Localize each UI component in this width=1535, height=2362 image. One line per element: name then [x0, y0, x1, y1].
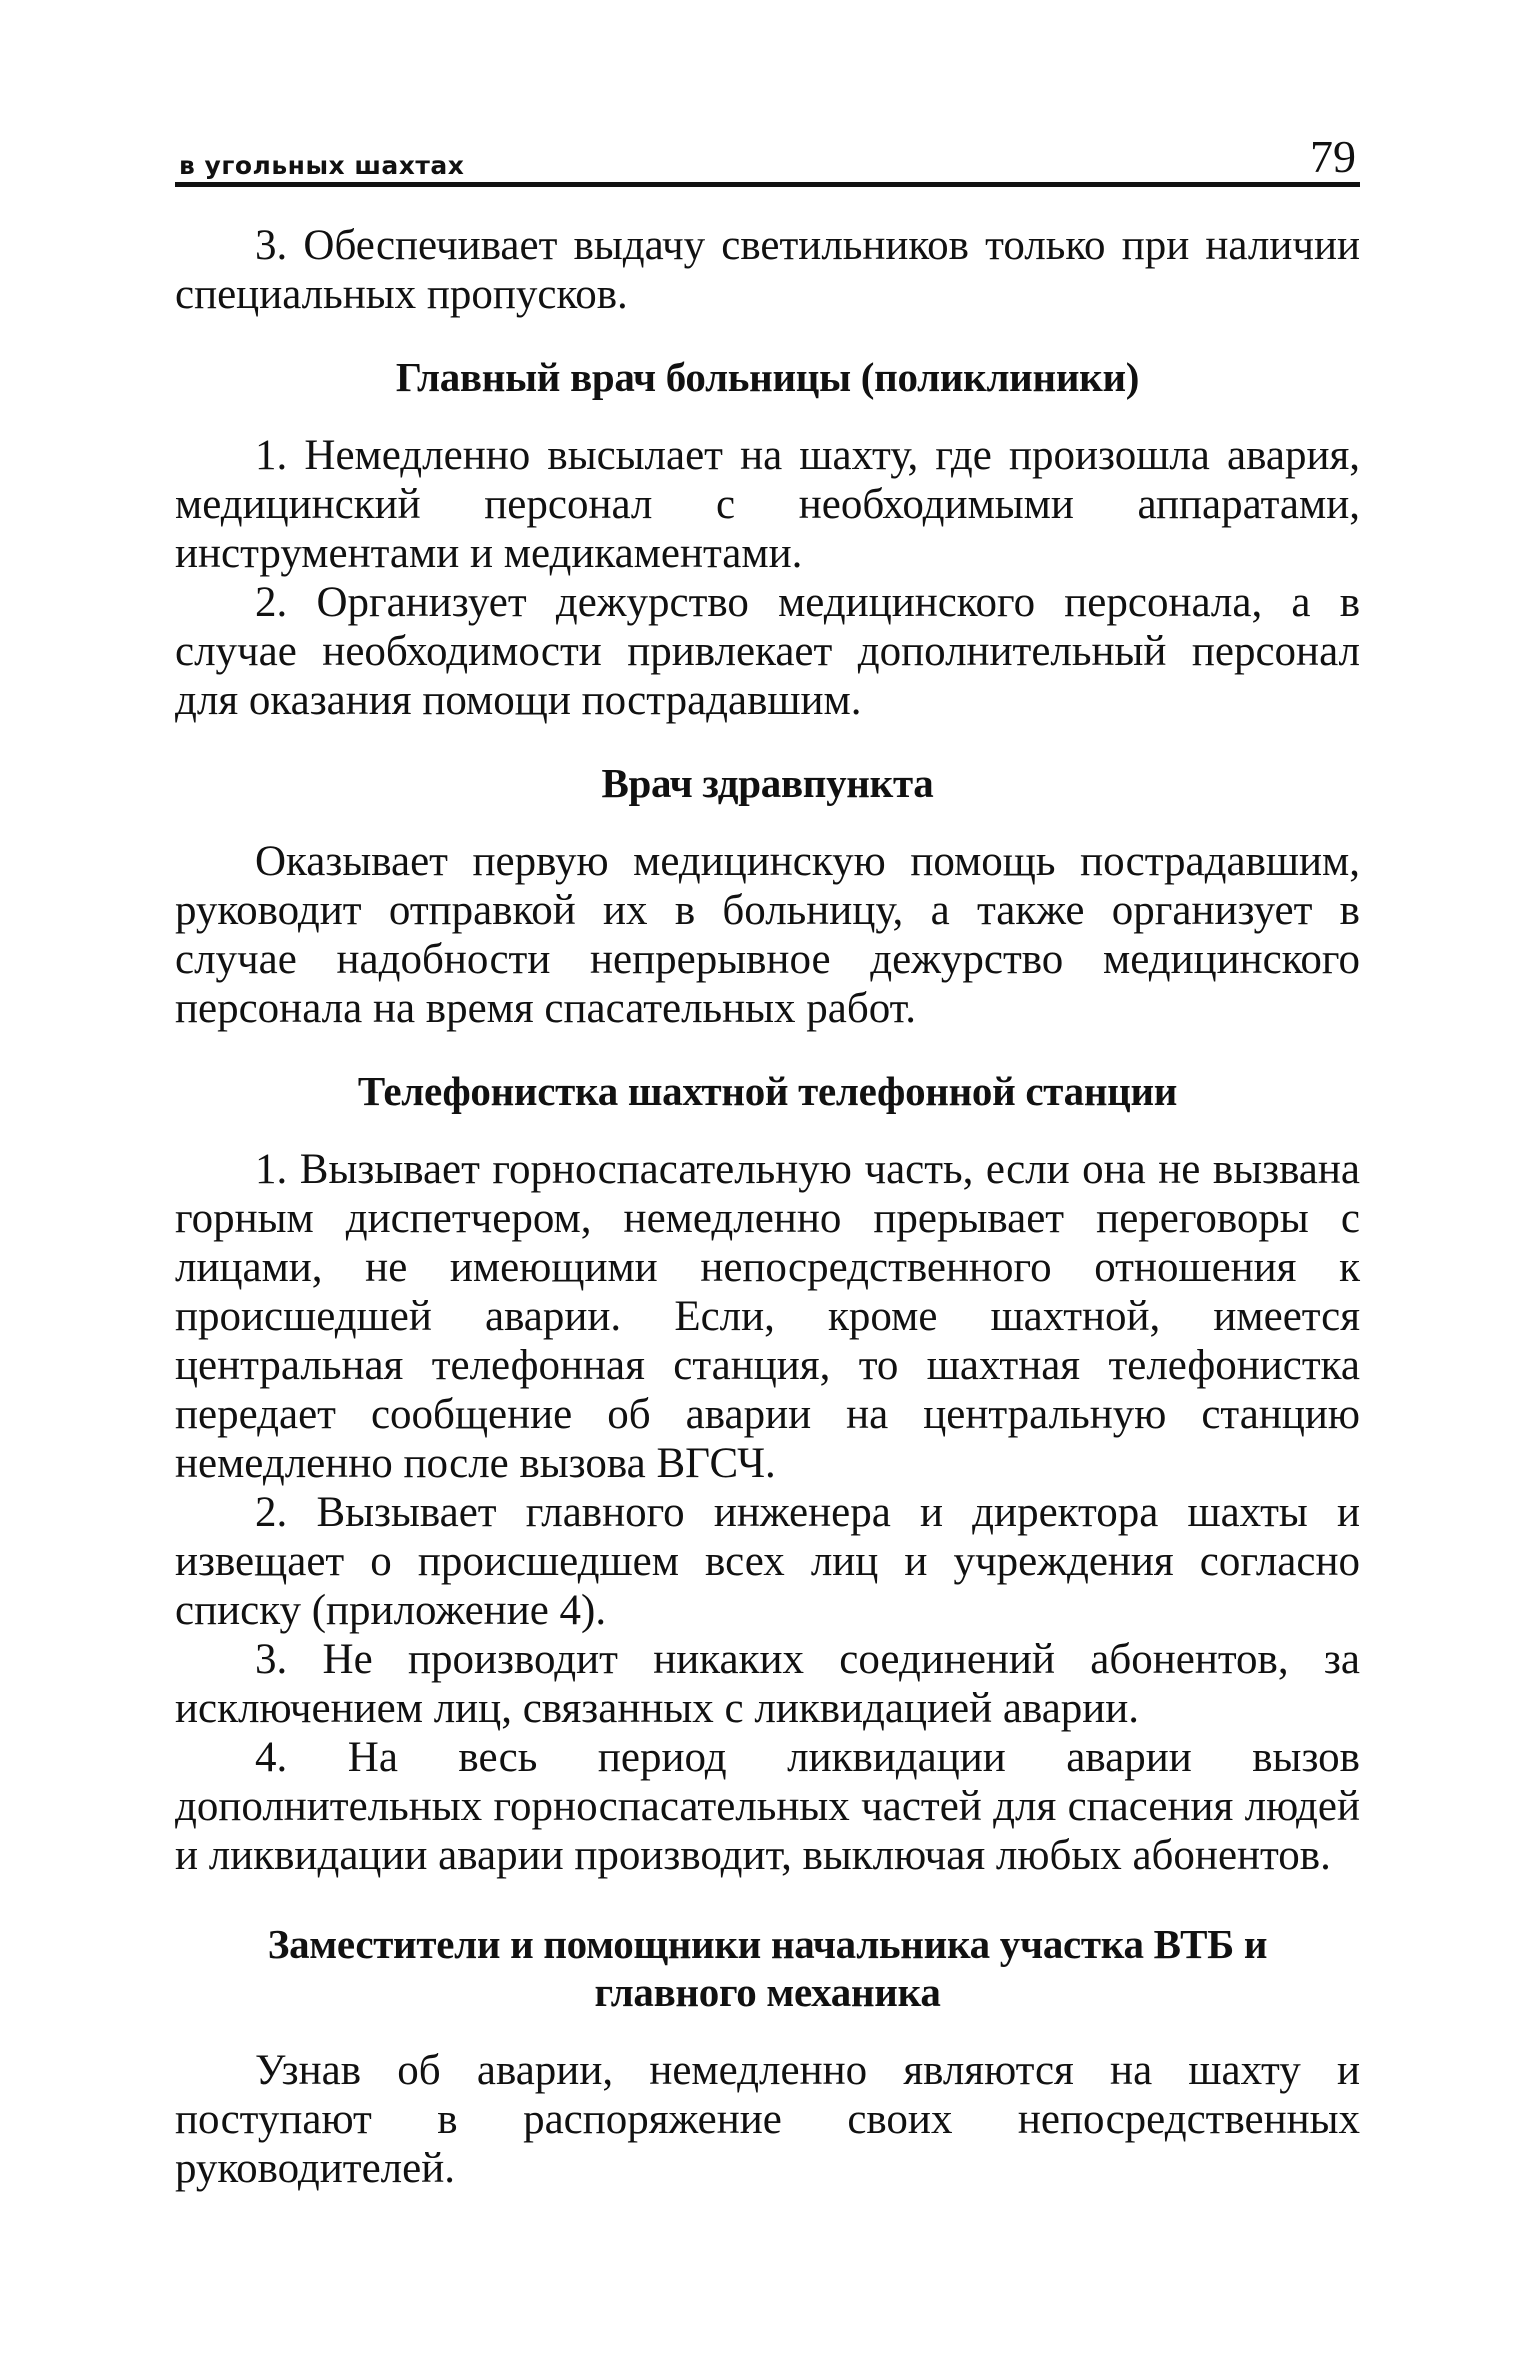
paragraph-operator-item-4: 4. На весь период ликвидации аварии вызов дополнительных горноспасательных частей для спасения людей и ликвидации аварии производит, выключая любых абонентов. [175, 1734, 1360, 1879]
heading-telephone-operator: Телефонистка шахтной телефонной станции [357, 1068, 1178, 1114]
running-header [175, 128, 1360, 187]
paragraph-health-post: Оказывает первую медицинскую помощь пострадавшим, руководит отправкой их в больницу, а также организует в случае надобности непрерывное дежурство медицинского персонала на время спасательных работ. [175, 838, 1360, 1032]
paragraph-chief-doctor-item-2: 2. Организует дежурство медицинского персонала, а в случае необходимости привлекает дополнительный персонал для оказания помощи пострадавшим. [175, 579, 1360, 724]
paragraph-deputies: Узнав об аварии, немедленно являются на шахту и поступают в распоряжение своих непосредственных руководителей. [175, 2047, 1360, 2192]
running-title: в угольных шахтах [179, 151, 465, 180]
paragraph-operator-item-2: 2. Вызывает главного инженера и директора шахты и извещает о происшедшем всех лиц и учреждения согласно списку (приложение 4). [175, 1489, 1360, 1634]
heading-deputies-line-1: Заместители и помощники начальника участка ВТБ и [267, 1921, 1268, 1967]
heading-chief-doctor: Главный врач больницы (поликлиники) [395, 354, 1140, 400]
heading-health-post-doctor: Врач здравпункта [601, 760, 934, 806]
paragraph-lamps-item-3: 3. Обеспечивает выдачу светильников только при наличии специальных пропусков. [175, 222, 1360, 318]
paragraph-operator-item-3: 3. Не производит никаких соединений абонентов, за исключением лиц, связанных с ликвидацией аварии. [175, 1636, 1360, 1732]
paragraph-operator-item-1: 1. Вызывает горноспасательную часть, если она не вызвана горным диспетчером, немедленно прерывает переговоры с лицами, не имеющими непосредственного отношения к происшедшей аварии. Если, кроме шахтной, имеется центральная телефонная станция, то шахтная телефонистка передает сообщение об аварии на центральную станцию немедленно после вызова ВГСЧ. [175, 1146, 1360, 1487]
heading-deputies [175, 1920, 1360, 2016]
page-number: 79 [1310, 131, 1356, 182]
paragraph-chief-doctor-item-1: 1. Немедленно высылает на шахту, где произошла авария, медицинский персонал с необходимыми аппаратами, инструментами и медикаментами. [175, 432, 1360, 577]
book-page [175, 128, 1360, 2193]
heading-deputies-line-2: главного механика [594, 1969, 941, 2015]
page-body [175, 221, 1360, 2193]
